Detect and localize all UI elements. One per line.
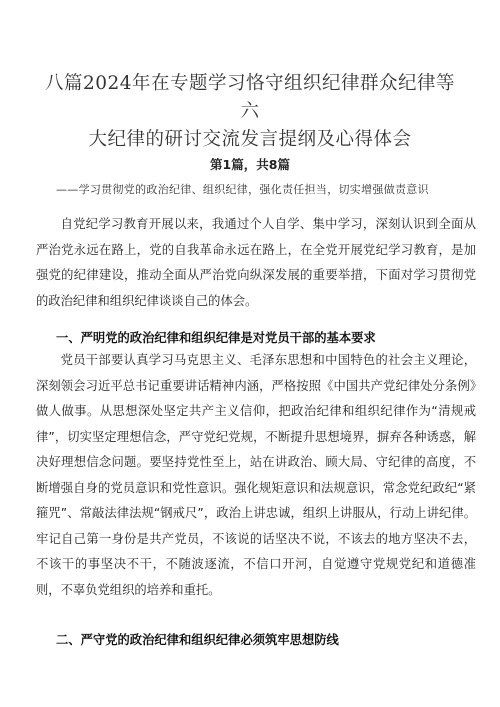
- document-title: [40, 70, 460, 154]
- section-1-paragraph: 党员干部要认真学习马克思主义、毛泽东思想和中国特色的社会主义理论，深刻领会习近平总书记重要讲话精神内涵，严格按照《中国共产党纪律处分条例》做人做事。从思想深处坚定共产主义信仰，把政治纪律和组织纪律作为“清规戒律”，切实坚定理想信念，严守党纪党规，不断提升思想境界，摒弃各种诱惑，解决好理想信念问题。要坚持党性至上，站在讲政治、顾大局、守纪律的高度，不断增强自身的党员意识和党性意识。强化规矩意识和法规意识，常念党纪政纪“紧箍咒”、常敲法律法规“钢戒尺”，政治上讲忠诚，组织上讲服从，行动上讲纪律。牢记自己第一身份是共产党员，不该说的话坚决不说，不该去的地方坚决不去，不该干的事坚决不干，不随波逐流，不信口开河，自觉遵守党规党纪和道德准则，不辜负党组织的培养和重托。: [36, 353, 476, 597]
- part-label: 第1篇，共8篇: [210, 157, 290, 172]
- section-heading-1: 一、严明党的政治纪律和组织纪律是对党员干部的基本要求: [56, 331, 376, 345]
- section-heading-2: 二、严守党的政治纪律和组织纪律必须筑牢思想防线: [56, 633, 339, 647]
- subtitle: ——学习贯彻党的政治纪律、组织纪律，强化责任担当，切实增强做责意识: [56, 183, 429, 196]
- title-line-2: 大纪律的研讨交流发言提纲及心得体会: [88, 129, 412, 150]
- title-line-1: 八篇2024年在专题学习恪守组织纪律群众纪律等六: [44, 73, 456, 122]
- intro-paragraph: 自党纪学习教育开展以来，我通过个人自学、集中学习，深刻认识到全面从严治党永远在路上，党的自我革命永远在路上，在全党开展党纪学习教育，是加强党的纪律建设，推动全面从严治党向纵深发展的重要举措，下面对学习贯彻党的政治纪律和组织纪律谈谈自己的体会。: [36, 217, 476, 308]
